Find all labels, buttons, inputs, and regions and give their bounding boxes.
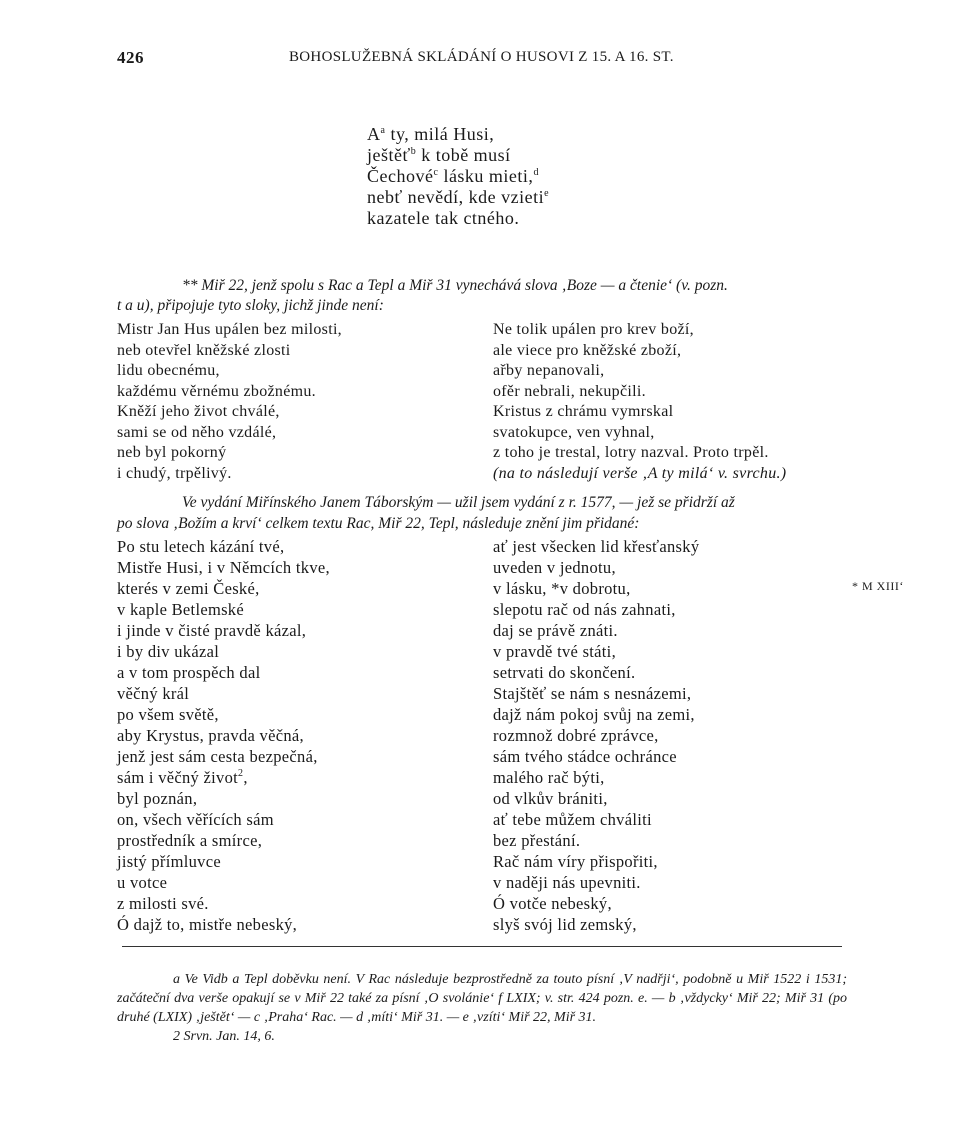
verse-line: Rač nám víry přispořiti, [493, 852, 658, 871]
verse-line: jenž jest sám cesta bezpečná, [117, 747, 318, 766]
edition-note-line-2: po slova ‚Božím a krví‘ celkem textu Rac, Miř 22, Tepl, následuje znění jim přidané: [117, 515, 640, 532]
verse-line: i chudý, trpělivý. [117, 464, 232, 482]
footnote-ref: 2 [238, 768, 244, 779]
stanza-line-4: nebť nevědí, kde vzieti$^e$ [367, 187, 550, 207]
verse-line: v kaple Betlemské [117, 600, 244, 619]
verse-line: Mistr Jan Hus upálen bez milosti, [117, 321, 342, 338]
verse-line: v pravdě tvé státi, [493, 642, 616, 661]
verse-a-right-column [493, 320, 786, 484]
hymn-stanza [367, 124, 549, 229]
variant-note-line-2: t a u), připojuje tyto sloky, jichž jinde není: [117, 297, 384, 314]
verse-line: každému věrnému zbožnému. [117, 382, 316, 400]
verse-line: sami se od něho vzdálé, [117, 423, 277, 441]
verse-line: neb byl pokorný [117, 444, 227, 461]
verse-line: Kněží jeho život chválé, [117, 403, 280, 420]
verse-line: ofěr nebrali, nekupčili. [493, 382, 646, 400]
verse-line: jistý přímluvce [117, 852, 221, 871]
verse-line: uveden v jednotu, [493, 558, 616, 577]
stanza-line-5: kazatele tak ctného. [367, 208, 520, 228]
page-number: 426 [117, 48, 144, 67]
verse-line: svatokupce, ven vyhnal, [493, 423, 655, 441]
verse-line: lidu obecnému, [117, 362, 220, 379]
verse-line: od vlkův brániti, [493, 789, 608, 808]
verse-line: kterés v zemi České, [117, 579, 260, 598]
verse-line: on, všech věřících sám [117, 810, 274, 829]
verse-line: (na to následují verše ‚A ty milá‘ v. svrchu.) [493, 464, 787, 482]
footnote-divider [122, 946, 842, 947]
verse-line: bez přestání. [493, 831, 581, 850]
verse-line: věčný král [117, 684, 190, 703]
verse-line: i jinde v čisté pravdě kázal, [117, 621, 307, 640]
verse-line: i by div ukázal [117, 642, 220, 661]
verse-line: sám tvého stádce ochránce [493, 747, 677, 766]
verse-line: Mistře Husi, i v Němcích tkve, [117, 558, 330, 577]
verse-line: a v tom prospěch dal [117, 663, 261, 682]
running-title: BOHOSLUŽEBNÁ SKLÁDÁNÍ O HUSOVI Z 15. A 16. ST. [289, 49, 674, 65]
verse-line: ať jest všecken lid křesťanský [493, 537, 700, 556]
verse-line: v naději nás upevniti. [493, 873, 641, 892]
verse-line: u votce [117, 873, 168, 892]
verse-line: v lásku, *v dobrotu, [493, 579, 631, 598]
verse-line: aby Krystus, pravda věčná, [117, 726, 304, 745]
verse-line: ařby nepanovali, [493, 362, 605, 379]
footnotes [117, 970, 847, 1046]
margin-folio-mark: * M XIII‘ [852, 579, 904, 593]
verse-line: ať tebe můžem chváliti [493, 810, 652, 829]
verse-line: po všem světě, [117, 705, 219, 724]
verse-line: Ó dajž to, mistře nebeský, [117, 915, 298, 934]
verse-line: Stajštěť se nám s nesnázemi, [493, 684, 692, 703]
edition-note-line-1: Ve vydání Miřínského Janem Táborským — užil jsem vydání z r. 1577, — jež se přidrží až [182, 494, 735, 511]
verse-line: Ó votče nebeský, [493, 894, 612, 913]
verse-line: neb otevřel kněžské zlosti [117, 341, 291, 359]
verse-line: z milosti své. [117, 894, 209, 913]
verse-line: daj se právě znáti. [493, 621, 618, 640]
verse-line: ale viece pro kněžské zboží, [493, 341, 682, 359]
verse-line: setrvati do skončení. [493, 663, 636, 682]
footnote-variants: a Ve Vidb a Tepl doběvku není. V Rac následuje bezprostředně za touto písní ‚V nadřji‘, podobně u Miř 1522 i 1531; začáteční dva verše opakují se v Miř 22 také za písní ‚O svolánie‘ f LXIX; v. str. 424 pozn. e. — b ‚vždycky‘ Miř 22; Miř 31 (po druhé (LXIX) ‚ještět‘ — c ‚Praha‘ Rac. — d ‚míti‘ Miř 31. — e ‚vzíti‘ Miř 22, Miř 31. [117, 972, 847, 1025]
verse-line: Kristus z chrámu vymrskal [493, 403, 674, 420]
verse-line: malého rač býti, [493, 768, 605, 787]
verse-line: prostředník a smírce, [117, 831, 263, 850]
stanza-line-1: $A^a$ ty, milá Husi, [367, 124, 495, 144]
verse-line: slyš svój lid zemský, [493, 915, 637, 934]
verse-line: dajž nám pokoj svůj na zemi, [493, 705, 695, 724]
verse-line: slepotu rač od nás zahnati, [493, 600, 676, 619]
verse-line: rozmnož dobré zprávce, [493, 726, 659, 745]
stanza-line-3: Čechové$^c$ lásku mieti,$^d$ [367, 166, 539, 186]
page-header [117, 48, 847, 72]
verse-b-right-column [493, 536, 699, 935]
verse-line: z toho je trestal, lotry nazval. Proto trpěl. [493, 444, 769, 461]
verse-line: Po stu letech kázání tvé, [117, 537, 285, 556]
stanza-line-2: ještěť$^b$ k tobě musí [367, 145, 511, 165]
variant-note-line-1: ** Miř 22, jenž spolu s Rac a Tepl a Miř 31 vynechává slova ‚Boze — a čtenie‘ (v. pozn. [182, 277, 728, 294]
verse-line: sám i věčný život$^2$, [117, 768, 248, 787]
verse-a-left-column [117, 320, 342, 484]
verse-line: Ne tolik upálen pro krev boží, [493, 321, 694, 338]
verse-line: byl poznán, [117, 789, 198, 808]
footnote-reference: 2 Srvn. Jan. 14, 6. [173, 1029, 275, 1044]
verse-b-left-column [117, 536, 330, 935]
